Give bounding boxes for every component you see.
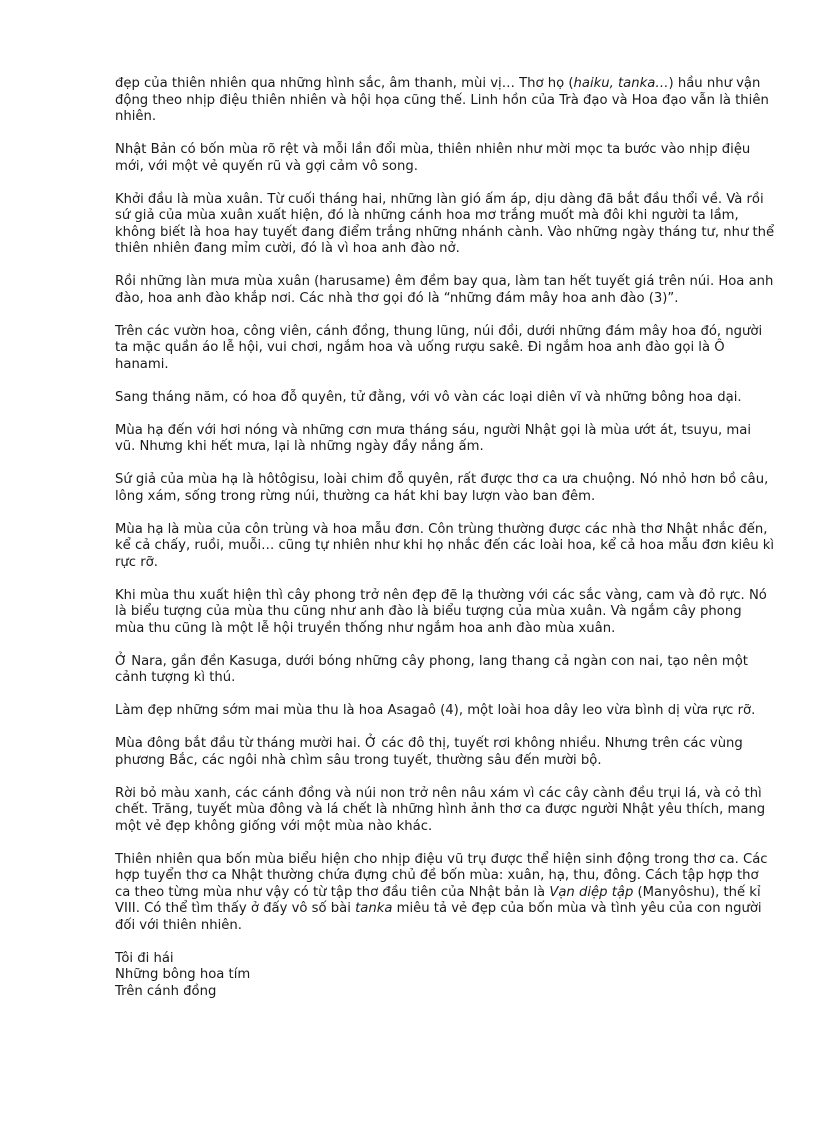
text-run: Ở Nara, gần đền Kasuga, dưới bóng những cây phong, lang thang cả ngàn con nai, tạo nên một cảnh tượng kì thú.: [115, 653, 748, 685]
text-run: đẹp của thiên nhiên qua những hình sắc, âm thanh, mùi vị… Thơ họ (: [115, 76, 574, 91]
paragraph: [115, 324, 775, 374]
text-run: miêu tả vẻ đẹp của bốn mùa và tình yêu của con người đối với thiên nhiên.: [115, 901, 762, 933]
paragraph: [115, 274, 775, 307]
text-run: Làm đẹp những sớm mai mùa thu là hoa Asagaô (4), một loài hoa dây leo vừa bình dị vừa rực rỡ.: [115, 703, 756, 718]
paragraph: [115, 852, 775, 935]
paragraph: [115, 390, 775, 407]
body-text: [115, 76, 775, 934]
text-run: Khởi đầu là mùa xuân. Từ cuối tháng hai, những làn gió ấm áp, dịu dàng đã bắt đầu thổi về. Và rồi sứ giả của mùa xuân xuất hiện, đó là những cánh hoa mơ trắng muốt mà đôi khi người ta lầm, không biết là hoa hay tuyết đang điểm trắng những nhánh cành. Vào những ngày tháng tư, như thể thiên nhiên đang mỉm cười, đó là vì hoa anh đào nở.: [115, 191, 775, 256]
text-run: Nhật Bản có bốn mùa rõ rệt và mỗi lần đổi mùa, thiên nhiên như mời mọc ta bước vào nhịp điệu mới, với một vẻ quyến rũ và gợi cảm vô song.: [115, 142, 751, 174]
italic-text: Vạn diệp tập: [549, 884, 634, 900]
text-run: Mùa hạ đến với hơi nóng và những cơn mưa tháng sáu, người Nhật gọi là mùa ướt át, tsuyu, mai vũ. Nhưng khi hết mưa, lại là những ngày đầy nắng ấm.: [115, 422, 752, 454]
paragraph: [115, 588, 775, 638]
poem-line: Tôi đi hái: [115, 950, 174, 966]
italic-text: tanka: [355, 901, 393, 916]
italic-text: haiku, tanka…: [573, 76, 669, 91]
text-run: Trên các vườn hoa, công viên, cánh đồng, thung lũng, núi đồi, dưới những đám mây hoa đó, người ta mặc quần áo lễ hội, vui chơi, ngắm hoa và uống rượu sakê. Đi ngắm hoa anh đào gọi là Ô hanami.: [115, 323, 763, 372]
poem-line: Những bông hoa tím: [115, 967, 251, 982]
text-run: Rồi những làn mưa mùa xuân (harusame) êm đềm bay qua, làm tan hết tuyết giá trên núi. Hoa anh đào, hoa anh đào khắp nơi. Các nhà thơ gọi đó là “những đám mây hoa anh đào (3)”.: [115, 274, 774, 306]
poem-line: Trên cánh đồng: [115, 983, 217, 999]
text-run: Mùa đông bắt đầu từ tháng mười hai. Ở các đô thị, tuyết rơi không nhiều. Nhưng trên các vùng phương Bắc, các ngôi nhà chìm sâu trong tuyết, thường sâu đến mười bộ.: [115, 736, 743, 768]
text-run: Mùa hạ là mùa của côn trùng và hoa mẫu đơn. Côn trùng thường được các nhà thơ Nhật nhắc đến, kể cả chấy, ruồi, muỗi… cũng tự nhiên như khi họ nhắc đến các loài hoa, kể cả hoa mẫu đơn kiêu kì rực rỡ.: [115, 521, 775, 570]
paragraph: [115, 142, 775, 175]
paragraph: [115, 703, 775, 720]
paragraph: [115, 654, 775, 687]
paragraph: [115, 522, 775, 572]
paragraph: [115, 786, 775, 836]
paragraph: [115, 192, 775, 258]
paragraph: [115, 472, 775, 505]
text-run: Rời bỏ màu xanh, các cánh đồng và núi non trở nên nâu xám vì các cây cành đều trụi lá, và cỏ thì chết. Trăng, tuyết mùa đông và lá chết là những hình ảnh thơ ca được người Nhật yêu thích, mang một vẻ đẹp không giống với một mùa nào khác.: [115, 785, 766, 834]
text-run: Sang tháng năm, có hoa đỗ quyên, tử đằng, với vô vàn các loại diên vĩ và những bông hoa dại.: [115, 389, 742, 405]
text-run: Khi mùa thu xuất hiện thì cây phong trở nên đẹp đẽ lạ thường với các sắc vàng, cam và đỏ rực. Nó là biểu tượng của mùa thu cũng như anh đào là biểu tượng của mùa xuân. Và ngắm cây phong mùa thu cũng là một lễ hội truyền thống như ngắm hoa anh đào mùa xuân.: [115, 587, 767, 636]
poem-excerpt: [115, 951, 775, 1001]
paragraph: [115, 423, 775, 456]
paragraph: [115, 736, 775, 769]
text-run: Sứ giả của mùa hạ là hôtôgisu, loài chim đỗ quyên, rất được thơ ca ưa chuộng. Nó nhỏ hơn bồ câu, lông xám, sống trong rừng núi, thường ca hát khi bay lượn vào ban đêm.: [115, 472, 769, 504]
text-run: (Manyôshu), thế kỉ VIII. Có thể tìm thấy ở đấy vô số bài: [115, 884, 761, 916]
document-page: [115, 76, 775, 1000]
text-run: ) hầu như vận động theo nhịp điệu thiên nhiên và hội họa cũng thế. Linh hồn của Trà đạo và Hoa đạo vẫn là thiên nhiên.: [115, 76, 769, 124]
text-run: Thiên nhiên qua bốn mùa biểu hiện cho nhịp điệu vũ trụ được thể hiện sinh động trong thơ ca. Các hợp tuyển thơ ca Nhật thường chứa đựng chủ đề bốn mùa: xuân, hạ, thu, đông. Cách tập hợp thơ ca theo từng mùa như vậy có từ tập thơ đầu tiên của Nhật bản là: [115, 851, 768, 900]
paragraph: [115, 76, 775, 126]
